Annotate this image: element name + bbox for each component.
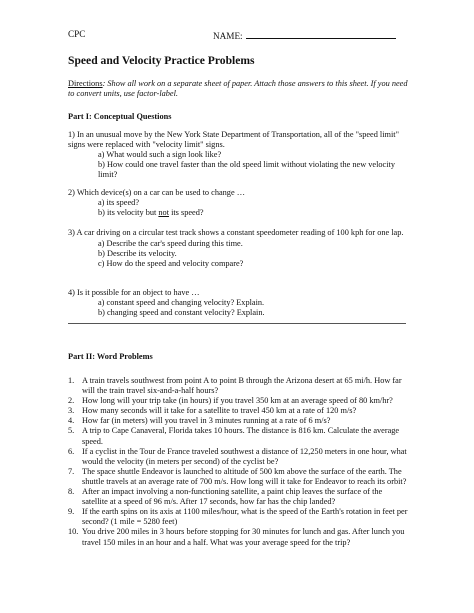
question-1a: a) What would such a sign look like? (98, 150, 222, 160)
problem-text: How long will your trip take (in hours) if you travel 350 km at an average speed of 80 km/hr? (82, 396, 393, 406)
question-2b (68, 208, 408, 218)
question-4b: b) changing speed and constant velocity? Explain. (98, 308, 265, 318)
problem-number: 6. (68, 446, 75, 456)
course-label: CPC (68, 29, 86, 39)
question-3c: c) How do the speed and velocity compare? (98, 259, 244, 269)
problem-number: 10. (68, 527, 79, 537)
problem-number: 3. (68, 406, 75, 416)
problem-number: 5. (68, 426, 75, 436)
list-item (68, 467, 408, 487)
question-2 (68, 188, 408, 218)
directions-label: Directions (68, 79, 103, 88)
question-2b-post: its speed? (169, 208, 204, 218)
question-1b: b) How could one travel faster than the old speed limit without violating the new velocity limit? (98, 160, 396, 180)
problem-number: 2. (68, 396, 75, 406)
question-4 (68, 288, 408, 318)
problem-number: 7. (68, 466, 75, 476)
question-3a: a) Describe the car's speed during this time. (98, 239, 243, 249)
part2-heading: Part II: Word Problems (68, 352, 153, 361)
question-1 (68, 130, 408, 180)
directions-text: : Show all work on a separate sheet of paper. Attach those answers to this sheet. If you need to convert units, use factor-label. (68, 79, 408, 99)
problem-text: You drive 200 miles in 3 hours before stopping for 30 minutes for lunch and gas. After lunch you travel 150 miles in an hour and a half. What was your average speed for the trip? (82, 527, 405, 547)
problem-text: How many seconds will it take for a satellite to travel 450 km at a rate of 120 m/s? (82, 406, 357, 416)
list-item (68, 396, 408, 406)
problem-number: 1. (68, 376, 75, 385)
problem-text: If a cyclist in the Tour de France traveled southwest a distance of 12,250 meters in one hour, what would the velocity (in meters per second) of the cyclist be? (82, 446, 407, 466)
question-3b: b) Describe its velocity. (98, 249, 177, 259)
list-item (68, 527, 408, 547)
problem-text: After an impact involving a non-functioning satellite, a paint chip leaves the surface of the satellite at a speed of 96 m/s. After 17 seconds, how far has the chip landed? (82, 487, 383, 507)
problem-text: The space shuttle Endeavor is launched to altitude of 500 km above the surface of the earth. The shuttle travels at an average rate of 700 m/s. How long will it take for Endeavor to reach its orbit? (82, 466, 407, 486)
question-2b-pre: b) its velocity but (98, 208, 159, 218)
list-item (68, 507, 408, 527)
section-divider (68, 323, 406, 324)
directions (68, 79, 408, 99)
question-2-text: 2) Which device(s) on a car can be used to change … (68, 188, 246, 197)
list-item (68, 426, 408, 446)
problem-number: 4. (68, 416, 75, 426)
question-1-text: 1) In an unusual move by the New York State Department of Transportation, all of the "speed limit" signs were replaced with "velocity limit" signs. (68, 130, 399, 150)
question-3 (68, 228, 408, 269)
problem-text: How far (in meters) will you travel in 3 minutes running at a rate of 6 m/s? (82, 416, 331, 426)
problem-text: If the earth spins on its axis at 1100 miles/hour, what is the speed of the Earth's rotation in feet per second? (1 mile = 5280 feet) (82, 507, 408, 527)
list-item (68, 447, 408, 467)
question-4-text: 4) Is it possible for an object to have … (68, 288, 200, 297)
list-item (68, 376, 408, 396)
word-problems-list (68, 376, 408, 548)
name-field (213, 29, 396, 41)
problem-text: A train travels southwest from point A to point B through the Arizona desert at 65 mi/h. How far will the train travel six-and-a-half hours? (82, 376, 402, 396)
problem-number: 9. (68, 507, 75, 517)
question-2a: a) its speed? (98, 198, 140, 208)
page-title: Speed and Velocity Practice Problems (68, 54, 255, 67)
problem-number: 8. (68, 487, 75, 497)
list-item (68, 487, 408, 507)
name-label: NAME: (213, 31, 243, 41)
part1-heading: Part I: Conceptual Questions (68, 112, 172, 121)
question-2b-not: not (158, 208, 169, 218)
list-item (68, 406, 408, 416)
question-4a: a) constant speed and changing velocity? Explain. (98, 298, 265, 308)
list-item (68, 416, 408, 426)
question-3-text: 3) A car driving on a circular test track shows a constant speedometer reading of 100 kph for one lap. (68, 228, 404, 237)
problem-text: A trip to Cape Canaveral, Florida takes 10 hours. The distance is 816 km. Calculate the average speed. (82, 426, 400, 446)
name-blank-line (246, 29, 396, 39)
